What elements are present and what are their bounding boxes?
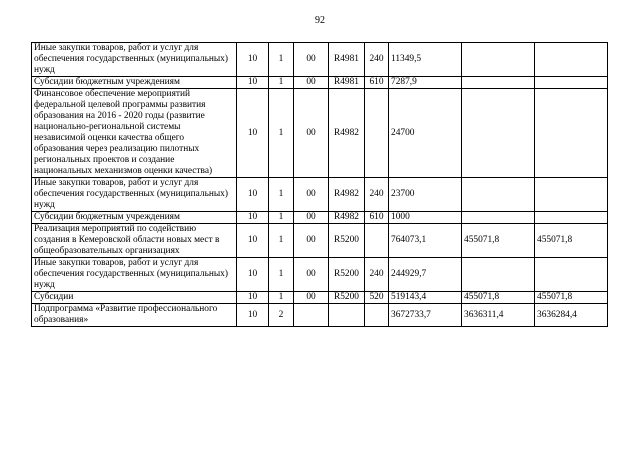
- target-article-cell: R5200: [329, 224, 365, 258]
- table-row: [32, 212, 608, 224]
- amount-year3-cell: 3636284,4: [535, 304, 608, 327]
- row-name-cell: Субсидии бюджетным учреждениям: [32, 77, 237, 89]
- row-name-cell: Субсидии бюджетным учреждениям: [32, 212, 237, 224]
- amount-year3-cell: [535, 178, 608, 212]
- subsection-code-cell: 1: [269, 89, 294, 178]
- section-code-cell: 10: [237, 43, 269, 77]
- subsection-code-cell: 2: [269, 304, 294, 327]
- subsection-code-cell: 1: [269, 292, 294, 304]
- amount-year2-cell: [462, 43, 535, 77]
- amount-year2-cell: 3636311,4: [462, 304, 535, 327]
- amount-year2-cell: [462, 89, 535, 178]
- table-row: [32, 77, 608, 89]
- table-row: [32, 178, 608, 212]
- expense-type-cell: 240: [365, 258, 389, 292]
- table-row: [32, 43, 608, 77]
- target-article-cell: [329, 304, 365, 327]
- section-code-cell: 10: [237, 89, 269, 178]
- program-code-cell: [294, 304, 329, 327]
- program-code-cell: 00: [294, 89, 329, 178]
- target-article-cell: R4982: [329, 89, 365, 178]
- expense-type-cell: 240: [365, 43, 389, 77]
- amount-year1-cell: 7287,9: [389, 77, 462, 89]
- amount-year2-cell: [462, 258, 535, 292]
- row-name-cell: Подпрограмма «Развитие профессионального образования»: [32, 304, 237, 327]
- expense-type-cell: 240: [365, 178, 389, 212]
- target-article-cell: R4982: [329, 212, 365, 224]
- amount-year1-cell: 1000: [389, 212, 462, 224]
- program-code-cell: 00: [294, 224, 329, 258]
- subsection-code-cell: 1: [269, 224, 294, 258]
- subsection-code-cell: 1: [269, 178, 294, 212]
- amount-year2-cell: [462, 77, 535, 89]
- section-code-cell: 10: [237, 224, 269, 258]
- amount-year3-cell: [535, 77, 608, 89]
- amount-year2-cell: 455071,8: [462, 224, 535, 258]
- table-row: [32, 89, 608, 178]
- subsection-code-cell: 1: [269, 77, 294, 89]
- target-article-cell: R4981: [329, 77, 365, 89]
- amount-year1-cell: 11349,5: [389, 43, 462, 77]
- expense-type-cell: [365, 89, 389, 178]
- amount-year1-cell: 23700: [389, 178, 462, 212]
- program-code-cell: 00: [294, 178, 329, 212]
- section-code-cell: 10: [237, 304, 269, 327]
- row-name-cell: Иные закупки товаров, работ и услуг для обеспечения государственных (муниципальных) нужд: [32, 258, 237, 292]
- program-code-cell: 00: [294, 292, 329, 304]
- program-code-cell: 00: [294, 43, 329, 77]
- section-code-cell: 10: [237, 178, 269, 212]
- amount-year3-cell: 455071,8: [535, 292, 608, 304]
- row-name-cell: Реализация мероприятий по содействию создания в Кемеровской области новых мест в общеобразовательных организациях: [32, 224, 237, 258]
- subsection-code-cell: 1: [269, 258, 294, 292]
- amount-year3-cell: [535, 89, 608, 178]
- expense-type-cell: 610: [365, 77, 389, 89]
- amount-year1-cell: 244929,7: [389, 258, 462, 292]
- expense-type-cell: 520: [365, 292, 389, 304]
- amount-year1-cell: 764073,1: [389, 224, 462, 258]
- section-code-cell: 10: [237, 212, 269, 224]
- subsection-code-cell: 1: [269, 212, 294, 224]
- section-code-cell: 10: [237, 258, 269, 292]
- program-code-cell: 00: [294, 212, 329, 224]
- amount-year3-cell: [535, 258, 608, 292]
- row-name-cell: Финансовое обеспечение мероприятий федеральной целевой программы развития образования на 2016 - 2020 годы (развитие национально-региональной системы независимой оценки качества общего образования через реализацию пилотных региональных проектов и создание национальных механизмов оценки качества): [32, 89, 237, 178]
- expense-type-cell: 610: [365, 212, 389, 224]
- table-row: [32, 292, 608, 304]
- program-code-cell: 00: [294, 77, 329, 89]
- row-name-cell: Субсидии: [32, 292, 237, 304]
- program-code-cell: 00: [294, 258, 329, 292]
- row-name-cell: Иные закупки товаров, работ и услуг для обеспечения государственных (муниципальных) нужд: [32, 43, 237, 77]
- target-article-cell: R5200: [329, 292, 365, 304]
- row-name-cell: Иные закупки товаров, работ и услуг для обеспечения государственных (муниципальных) нужд: [32, 178, 237, 212]
- budget-table: [31, 42, 608, 327]
- section-code-cell: 10: [237, 292, 269, 304]
- amount-year2-cell: [462, 178, 535, 212]
- expense-type-cell: [365, 304, 389, 327]
- table-row: [32, 224, 608, 258]
- amount-year3-cell: 455071,8: [535, 224, 608, 258]
- amount-year1-cell: 519143,4: [389, 292, 462, 304]
- table-row: [32, 258, 608, 292]
- amount-year1-cell: 3672733,7: [389, 304, 462, 327]
- amount-year3-cell: [535, 43, 608, 77]
- target-article-cell: R4981: [329, 43, 365, 77]
- target-article-cell: R5200: [329, 258, 365, 292]
- expense-type-cell: [365, 224, 389, 258]
- amount-year2-cell: 455071,8: [462, 292, 535, 304]
- amount-year1-cell: 24700: [389, 89, 462, 178]
- target-article-cell: R4982: [329, 178, 365, 212]
- table-row: [32, 304, 608, 327]
- amount-year3-cell: [535, 212, 608, 224]
- section-code-cell: 10: [237, 77, 269, 89]
- subsection-code-cell: 1: [269, 43, 294, 77]
- amount-year2-cell: [462, 212, 535, 224]
- page-number: 92: [315, 15, 325, 26]
